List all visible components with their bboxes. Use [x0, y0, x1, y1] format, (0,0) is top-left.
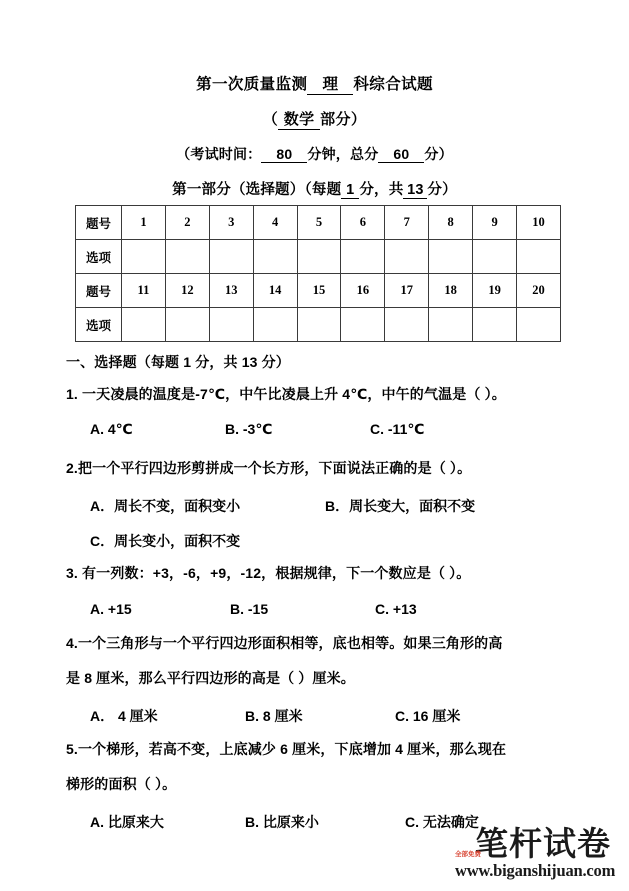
site-watermark [455, 818, 629, 888]
question-number-cell: 10 [517, 206, 561, 240]
part-heading-prefix: 第一部分（选择题）（每题 [172, 182, 342, 198]
watermark-brand-name: 笔杆试卷 [475, 824, 611, 863]
question-1-options [90, 421, 590, 438]
exam-duration-blank: 80 [261, 146, 307, 163]
table-row [76, 274, 561, 308]
question-number-cell: 2 [165, 206, 209, 240]
table-row [76, 308, 561, 342]
answer-cell[interactable] [253, 308, 297, 342]
question-number-cell: 4 [253, 206, 297, 240]
subtitle-open-paren: （ [262, 111, 279, 128]
answer-cell[interactable] [517, 308, 561, 342]
part-per-question-points: 1 [341, 182, 359, 199]
exam-meta-suffix: 分） [424, 146, 453, 162]
subtitle-suffix: 部分） [320, 111, 367, 128]
question-number-cell: 5 [297, 206, 341, 240]
question-number-cell: 9 [473, 206, 517, 240]
question-number-cell: 8 [429, 206, 473, 240]
row-header-number-1: 题号 [76, 206, 122, 240]
answer-cell[interactable] [429, 240, 473, 274]
option-b[interactable]: B. 比原来小 [245, 814, 319, 830]
option-c[interactable]: C. -11℃ [370, 421, 425, 437]
title-prefix: 第一次质量监测 [196, 76, 308, 93]
page-subtitle [0, 108, 629, 130]
option-b[interactable]: B．周长变大，面积不变 [325, 498, 476, 514]
question-number-cell: 15 [297, 274, 341, 308]
part-heading-suffix: 分） [427, 182, 457, 198]
question-4-stem-continued [66, 671, 566, 685]
question-4-stem-line2: 是 8 厘米，那么平行四边形的高是（ ）厘米。 [66, 670, 355, 686]
question-4 [66, 636, 566, 650]
question-2-options-row1 [90, 496, 590, 516]
answer-cell[interactable] [122, 240, 166, 274]
row-header-number-2: 题号 [76, 274, 122, 308]
question-2-options-row2 [90, 531, 590, 551]
row-header-choice-1: 选项 [76, 240, 122, 274]
answer-cell[interactable] [209, 240, 253, 274]
question-number-cell: 18 [429, 274, 473, 308]
answer-cell[interactable] [429, 308, 473, 342]
question-number-cell: 1 [122, 206, 166, 240]
title-subject-blank: 理 [307, 72, 353, 95]
question-4-options [90, 706, 590, 726]
watermark-url: www.biganshijuan.com [455, 861, 616, 880]
section-title-text: 一、选择题（每题 1 分，共 13 分） [66, 354, 290, 370]
question-3 [66, 566, 566, 580]
option-a[interactable]: A． 4 厘米 [90, 708, 158, 724]
question-number-cell: 12 [165, 274, 209, 308]
question-1-stem: 1. 一天凌晨的温度是-7℃，中午比凌晨上升 4℃，中午的气温是（ ）。 [66, 386, 506, 402]
part-one-heading [0, 178, 629, 199]
option-a[interactable]: A. +15 [90, 601, 132, 617]
subtitle-subject-blank: 数学 [278, 108, 320, 130]
question-number-cell: 20 [517, 274, 561, 308]
option-a[interactable]: A．周长不变，面积变小 [90, 498, 241, 514]
question-5-stem-continued [66, 777, 566, 791]
question-2 [66, 461, 566, 475]
answer-cell[interactable] [341, 308, 385, 342]
answer-cell[interactable] [385, 240, 429, 274]
answer-cell[interactable] [473, 308, 517, 342]
question-4-stem-line1: 4.一个三角形与一个平行四边形面积相等，底也相等。如果三角形的高 [66, 635, 503, 651]
answer-cell[interactable] [209, 308, 253, 342]
row-header-choice-2: 选项 [76, 308, 122, 342]
option-c[interactable]: C. +13 [375, 601, 417, 617]
answer-cell[interactable] [253, 240, 297, 274]
section-heading-choice [66, 355, 566, 369]
answer-cell[interactable] [165, 240, 209, 274]
option-b[interactable]: B. 8 厘米 [245, 708, 303, 724]
question-number-cell: 14 [253, 274, 297, 308]
answer-cell[interactable] [165, 308, 209, 342]
part-total-points: 13 [403, 182, 427, 199]
question-number-cell: 6 [341, 206, 385, 240]
exam-meta-line [0, 144, 629, 164]
question-2-stem: 2.把一个平行四边形剪拼成一个长方形，下面说法正确的是（ ）。 [66, 460, 472, 476]
question-number-cell: 17 [385, 274, 429, 308]
option-a[interactable]: A. 4℃ [90, 421, 133, 437]
answer-cell[interactable] [122, 308, 166, 342]
question-5 [66, 742, 566, 756]
answer-cell[interactable] [341, 240, 385, 274]
answer-sheet-table [75, 205, 561, 342]
question-number-cell: 13 [209, 274, 253, 308]
option-c[interactable]: C．周长变小，面积不变 [90, 533, 241, 549]
option-a[interactable]: A. 比原来大 [90, 814, 164, 830]
page-title [0, 72, 629, 95]
part-heading-mid: 分，共 [359, 182, 404, 198]
question-1 [66, 387, 566, 401]
option-c[interactable]: C. 无法确定 [405, 814, 479, 830]
exam-total-blank: 60 [378, 146, 424, 163]
question-number-cell: 19 [473, 274, 517, 308]
question-3-stem: 3. 有一列数：+3，-6，+9，-12，根据规律，下一个数应是（ ）。 [66, 565, 471, 581]
answer-cell[interactable] [297, 308, 341, 342]
option-b[interactable]: B. -3℃ [225, 421, 273, 437]
answer-cell[interactable] [297, 240, 341, 274]
exam-total-label: 分钟，总分 [307, 146, 379, 162]
option-c[interactable]: C. 16 厘米 [395, 708, 461, 724]
question-number-cell: 11 [122, 274, 166, 308]
question-number-cell: 16 [341, 274, 385, 308]
answer-cell[interactable] [385, 308, 429, 342]
question-number-cell: 3 [209, 206, 253, 240]
question-3-options [90, 601, 590, 617]
table-row [76, 240, 561, 274]
answer-cell[interactable] [473, 240, 517, 274]
answer-cell[interactable] [517, 240, 561, 274]
watermark-tagline: 全部免费 [455, 850, 481, 858]
question-5-stem-line2: 梯形的面积（ ）。 [66, 776, 177, 792]
question-number-cell: 7 [385, 206, 429, 240]
question-5-stem-line1: 5.一个梯形，若高不变，上底减少 6 厘米，下底增加 4 厘米，那么现在 [66, 741, 507, 757]
option-b[interactable]: B. -15 [230, 601, 269, 617]
exam-time-label: （考试时间： [176, 146, 262, 162]
title-suffix: 科综合试题 [353, 76, 433, 93]
table-row [76, 206, 561, 240]
